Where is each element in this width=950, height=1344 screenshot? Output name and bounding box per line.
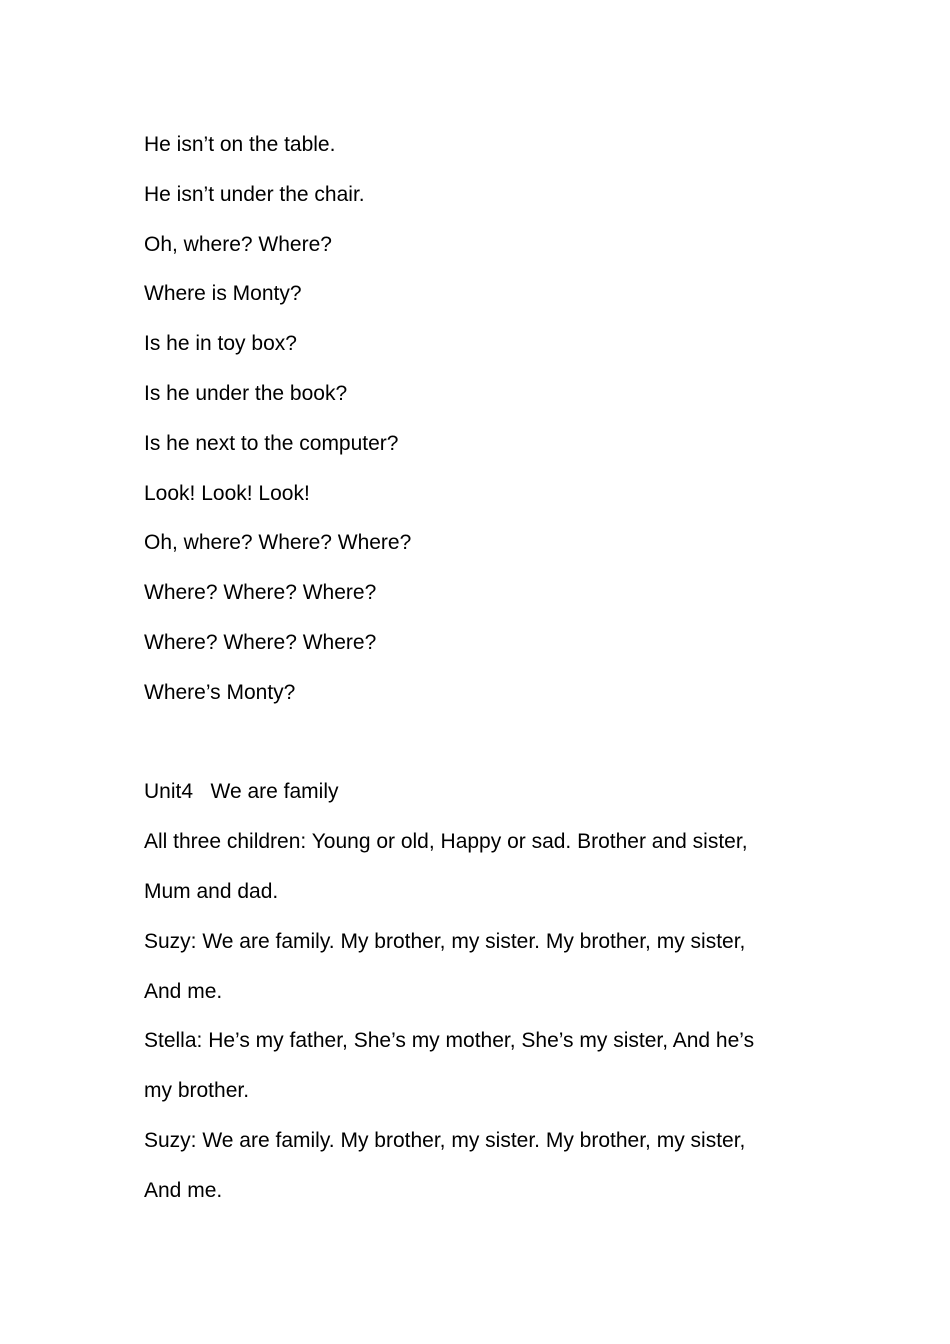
text-line: Is he next to the computer? [144, 431, 399, 455]
text-line: Is he in toy box? [144, 332, 297, 356]
text-line: And me. [144, 979, 223, 1003]
unit-heading: Unit4 We are family [144, 780, 339, 804]
blank-line [144, 718, 814, 768]
text-line: He isn’t on the table. [144, 133, 336, 156]
text-line: Where’s Monty? [144, 680, 296, 704]
text-line: Suzy: We are family. My brother, my sister. My brother, my sister, [144, 929, 746, 953]
text-line: Look! Look! Look! [144, 481, 310, 505]
text-line: my brother. [144, 1079, 250, 1103]
text-line: Mum and dad. [144, 879, 279, 903]
text-line: And me. [144, 1178, 223, 1202]
text-line: Stella: He’s my father, She’s my mother, She’s my sister, And he’s [144, 1029, 755, 1053]
text-line: All three children: Young or old, Happy or sad. Brother and sister, [144, 830, 748, 854]
text-line: Oh, where? Where? [144, 232, 332, 256]
document-text [144, 120, 814, 1216]
text-line: Oh, where? Where? Where? [144, 531, 412, 555]
text-line: Where? Where? Where? [144, 630, 377, 654]
text-line: Is he under the book? [144, 381, 348, 405]
text-line: He isn’t under the chair. [144, 182, 365, 206]
text-line: Where is Monty? [144, 282, 302, 306]
text-line: Where? Where? Where? [144, 581, 377, 605]
text-line: Suzy: We are family. My brother, my sister. My brother, my sister, [144, 1128, 746, 1152]
